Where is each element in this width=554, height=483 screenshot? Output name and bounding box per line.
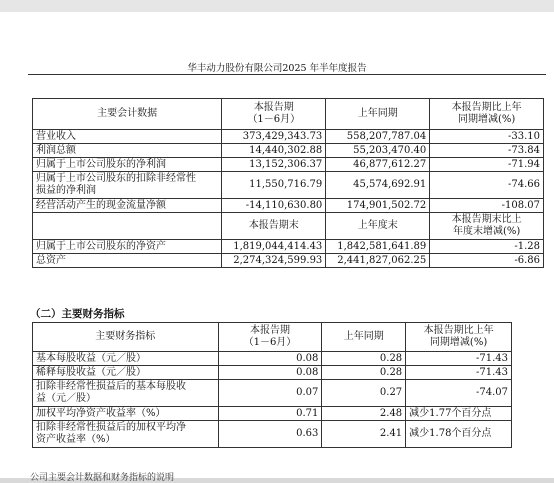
table-row bbox=[33, 380, 512, 407]
value-cell: -73.84 bbox=[430, 144, 544, 158]
value-cell: 45,574,692.91 bbox=[326, 172, 430, 199]
report-header: 华丰动力股份有限公司2025 年半年度报告 bbox=[187, 63, 367, 74]
table-header-cell: 主要财务指标 bbox=[33, 323, 219, 352]
value-cell: 0.27 bbox=[322, 380, 406, 407]
value-cell: 减少1.78个百分点 bbox=[406, 421, 512, 448]
cutoff-text: 公司主要会计数据和财务指标的说明 bbox=[30, 473, 175, 483]
value-cell: -1.28 bbox=[430, 240, 544, 254]
table-row bbox=[33, 254, 544, 268]
value-cell: -14,110,630.80 bbox=[222, 199, 326, 213]
row-label: 总资产 bbox=[33, 254, 222, 268]
table-header-cell: 上年同期 bbox=[322, 323, 406, 352]
table-header-cell: 本报告期末 bbox=[222, 213, 326, 240]
value-cell: 13,152,306.37 bbox=[222, 158, 326, 172]
value-cell: -71.43 bbox=[406, 366, 512, 380]
row-label: 归属于上市公司股东的净资产 bbox=[33, 240, 222, 254]
value-cell: 1,842,581,641.89 bbox=[326, 240, 430, 254]
value-cell: -74.66 bbox=[430, 172, 544, 199]
value-cell: 2.41 bbox=[322, 421, 406, 448]
table-header-row bbox=[33, 99, 544, 130]
financial-indicator-table bbox=[32, 322, 512, 448]
header-rule bbox=[28, 74, 546, 75]
value-cell: 1,819,044,414.43 bbox=[222, 240, 326, 254]
row-label: 归属于上市公司股东的扣除非经常性 损益的净利润 bbox=[33, 172, 222, 199]
table-row bbox=[33, 199, 544, 213]
value-cell: -74.07 bbox=[406, 380, 512, 407]
value-cell: 0.08 bbox=[218, 352, 322, 366]
table-row bbox=[33, 407, 512, 421]
value-cell: 174,901,502.72 bbox=[326, 199, 430, 213]
value-cell: 46,877,612.27 bbox=[326, 158, 430, 172]
table-header-cell: 上年度末 bbox=[326, 213, 430, 240]
row-label: 利润总额 bbox=[33, 144, 222, 158]
row-label: 营业收入 bbox=[33, 130, 222, 144]
value-cell: 11,550,716.79 bbox=[222, 172, 326, 199]
table-header-cell: 本报告期末比上 年度末增减(%) bbox=[430, 213, 544, 240]
value-cell: 0.28 bbox=[322, 352, 406, 366]
value-cell: -6.86 bbox=[430, 254, 544, 268]
value-cell: 0.07 bbox=[218, 380, 322, 407]
table-row bbox=[33, 240, 544, 254]
value-cell: 373,429,343.73 bbox=[222, 130, 326, 144]
value-cell: 减少1.77个百分点 bbox=[406, 407, 512, 421]
table-header-cell: 上年同期 bbox=[326, 99, 430, 130]
value-cell: 0.08 bbox=[218, 366, 322, 380]
accounting-data-table bbox=[32, 98, 544, 268]
row-label: 经营活动产生的现金流量净额 bbox=[33, 199, 222, 213]
table-header-cell: 本报告期比上年 同期增减(%) bbox=[406, 323, 512, 352]
value-cell: 2,441,827,062.25 bbox=[326, 254, 430, 268]
value-cell: 55,203,470.40 bbox=[326, 144, 430, 158]
value-cell: 0.71 bbox=[218, 407, 322, 421]
value-cell: -108.07 bbox=[430, 199, 544, 213]
section-title: （二）主要财务指标 bbox=[30, 308, 125, 320]
row-label: 归属于上市公司股东的净利润 bbox=[33, 158, 222, 172]
value-cell: 0.63 bbox=[218, 421, 322, 448]
table-row bbox=[33, 172, 544, 199]
table-row bbox=[33, 144, 544, 158]
value-cell: 2,274,324,599.93 bbox=[222, 254, 326, 268]
value-cell: -33.10 bbox=[430, 130, 544, 144]
table-row bbox=[33, 366, 512, 380]
row-label: 扣除非经常性损益后的加权平均净 资产收益率（%） bbox=[33, 421, 219, 448]
viewer-top-bar bbox=[0, 0, 554, 12]
value-cell: 558,207,787.04 bbox=[326, 130, 430, 144]
table-header-cell: 本报告期比上年 同期增减(%) bbox=[430, 99, 544, 130]
table-header-cell: 本报告期 （1－6月） bbox=[218, 323, 322, 352]
table-row bbox=[33, 421, 512, 448]
table-header-cell: 本报告期 （1－6月） bbox=[222, 99, 326, 130]
table-row bbox=[33, 158, 544, 172]
value-cell: 2.48 bbox=[322, 407, 406, 421]
table-row bbox=[33, 130, 544, 144]
table-row bbox=[33, 352, 512, 366]
table-header-row bbox=[33, 323, 512, 352]
value-cell: 0.28 bbox=[322, 366, 406, 380]
empty-cell bbox=[33, 213, 222, 240]
row-label: 扣除非经常性损益后的基本每股收 益（元／股） bbox=[33, 380, 219, 407]
value-cell: -71.43 bbox=[406, 352, 512, 366]
row-label: 基本每股收益（元／股） bbox=[33, 352, 219, 366]
value-cell: 14,440,302.88 bbox=[222, 144, 326, 158]
table-subheader-row bbox=[33, 213, 544, 240]
row-label: 加权平均净资产收益率（%） bbox=[33, 407, 219, 421]
row-label: 稀释每股收益（元／股） bbox=[33, 366, 219, 380]
table-header-cell: 主要会计数据 bbox=[33, 99, 222, 130]
value-cell: -71.94 bbox=[430, 158, 544, 172]
